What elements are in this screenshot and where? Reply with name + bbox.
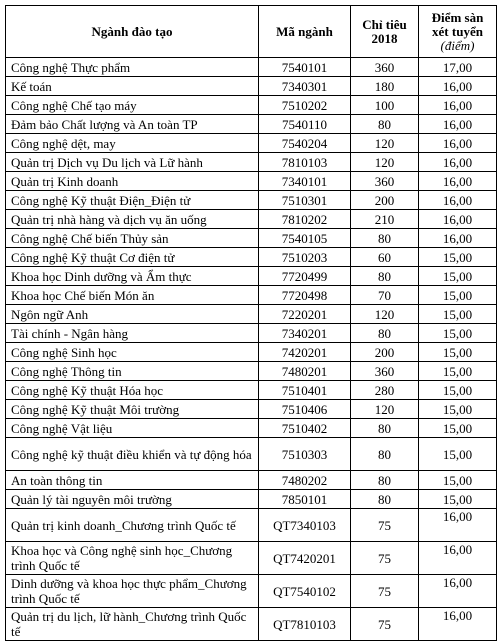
header-quota [351, 6, 419, 58]
program-quota: 120 [351, 134, 419, 153]
program-code: 7510202 [259, 96, 351, 115]
table-row [6, 471, 497, 490]
program-name: Công nghệ Chế tạo máy [6, 96, 259, 115]
program-quota: 75 [351, 509, 419, 542]
program-code: 7340301 [259, 77, 351, 96]
program-score: 15,00 [419, 305, 497, 324]
program-code: 7540101 [259, 58, 351, 77]
program-score: 16,00 [419, 96, 497, 115]
table-row [6, 324, 497, 343]
program-score: 16,00 [419, 608, 497, 641]
program-code: 7510301 [259, 191, 351, 210]
program-score: 16,00 [419, 191, 497, 210]
program-code: 7510402 [259, 419, 351, 438]
header-quota-line2: 2018 [371, 30, 398, 46]
program-quota: 60 [351, 248, 419, 267]
program-name: Quản lý tài nguyên môi trường [6, 490, 259, 509]
program-code: 7540110 [259, 115, 351, 134]
table-row [6, 542, 497, 575]
table-row [6, 172, 497, 191]
program-quota: 80 [351, 471, 419, 490]
program-code: 7510406 [259, 400, 351, 419]
table-row [6, 490, 497, 509]
program-name: Quản trị Kinh doanh [6, 172, 259, 191]
program-quota: 200 [351, 191, 419, 210]
table-row [6, 400, 497, 419]
program-quota: 70 [351, 286, 419, 305]
program-name: Quản trị du lịch, lữ hành_Chương trình Quốc tế [6, 608, 259, 641]
table-header-row [6, 6, 497, 58]
program-name: Ngôn ngữ Anh [6, 305, 259, 324]
program-name: Khoa học và Công nghệ sinh học_Chương trình Quốc tế [6, 542, 259, 575]
program-code: 7810103 [259, 153, 351, 172]
table-row [6, 96, 497, 115]
program-quota: 80 [351, 229, 419, 248]
program-score: 16,00 [419, 115, 497, 134]
header-quota-line1: Chỉ tiêu [362, 16, 407, 32]
program-quota: 75 [351, 608, 419, 641]
program-name: Quản trị nhà hàng và dịch vụ ăn uống [6, 210, 259, 229]
program-name: Quản trị Dịch vụ Du lịch và Lữ hành [6, 153, 259, 172]
table-row [6, 115, 497, 134]
program-code: 7510303 [259, 438, 351, 471]
table-row [6, 608, 497, 641]
program-name: Công nghệ Kỹ thuật Môi trường [6, 400, 259, 419]
program-score: 15,00 [419, 381, 497, 400]
program-code: 7340201 [259, 324, 351, 343]
program-score: 15,00 [419, 267, 497, 286]
program-name: Công nghệ Vật liệu [6, 419, 259, 438]
table-row [6, 134, 497, 153]
program-quota: 120 [351, 400, 419, 419]
header-program: Ngành đào tạo [6, 6, 259, 58]
program-code: 7510203 [259, 248, 351, 267]
table-row [6, 286, 497, 305]
program-name: Công nghệ Kỹ thuật Hóa học [6, 381, 259, 400]
program-quota: 120 [351, 305, 419, 324]
program-code: 7340101 [259, 172, 351, 191]
program-score: 16,00 [419, 134, 497, 153]
program-quota: 360 [351, 172, 419, 191]
program-code: QT7810103 [259, 608, 351, 641]
table-row [6, 343, 497, 362]
program-code: 7540204 [259, 134, 351, 153]
program-quota: 100 [351, 96, 419, 115]
program-quota: 80 [351, 438, 419, 471]
program-score: 15,00 [419, 419, 497, 438]
program-name: Dinh dưỡng và khoa học thực phẩm_Chương trình Quốc tế [6, 575, 259, 608]
table-row [6, 575, 497, 608]
program-name: Khoa học Chế biến Món ăn [6, 286, 259, 305]
program-name: Công nghệ Kỹ thuật Cơ điện tử [6, 248, 259, 267]
program-name: Công nghệ Thông tin [6, 362, 259, 381]
program-name: Kế toán [6, 77, 259, 96]
table-row [6, 248, 497, 267]
header-score-line2: xét tuyển [432, 23, 483, 39]
program-code: 7510401 [259, 381, 351, 400]
program-code: 7480202 [259, 471, 351, 490]
program-quota: 360 [351, 362, 419, 381]
table-row [6, 267, 497, 286]
program-score: 16,00 [419, 229, 497, 248]
program-code: 7810202 [259, 210, 351, 229]
program-code: 7540105 [259, 229, 351, 248]
program-code: 7480201 [259, 362, 351, 381]
table-row [6, 191, 497, 210]
program-name: Công nghệ Thực phẩm [6, 58, 259, 77]
program-name: Công nghệ Chế biến Thủy sản [6, 229, 259, 248]
program-score: 15,00 [419, 343, 497, 362]
table-row [6, 381, 497, 400]
program-score: 15,00 [419, 286, 497, 305]
program-score: 15,00 [419, 248, 497, 267]
program-score: 16,00 [419, 210, 497, 229]
program-score: 15,00 [419, 490, 497, 509]
program-name: An toàn thông tin [6, 471, 259, 490]
program-code: 7420201 [259, 343, 351, 362]
program-name: Khoa học Dinh dưỡng và Ẩm thực [6, 267, 259, 286]
program-code: QT7340103 [259, 509, 351, 542]
program-quota: 75 [351, 575, 419, 608]
program-quota: 120 [351, 153, 419, 172]
program-quota: 80 [351, 419, 419, 438]
program-score: 16,00 [419, 509, 497, 542]
table-row [6, 438, 497, 471]
program-score: 17,00 [419, 58, 497, 77]
header-score [419, 6, 497, 58]
header-code: Mã ngành [259, 6, 351, 58]
program-score: 16,00 [419, 172, 497, 191]
program-name: Công nghệ Kỹ thuật Điện_Điện tử [6, 191, 259, 210]
program-quota: 280 [351, 381, 419, 400]
table-row [6, 362, 497, 381]
program-score: 15,00 [419, 324, 497, 343]
header-score-line1: Điểm sàn [431, 9, 484, 25]
table-row [6, 229, 497, 248]
program-quota: 180 [351, 77, 419, 96]
program-code: 7220201 [259, 305, 351, 324]
program-quota: 80 [351, 324, 419, 343]
program-code: QT7420201 [259, 542, 351, 575]
header-score-unit: (điểm) [440, 37, 475, 53]
program-quota: 75 [351, 542, 419, 575]
program-code: 7720498 [259, 286, 351, 305]
program-name: Đảm bảo Chất lượng và An toàn TP [6, 115, 259, 134]
program-quota: 200 [351, 343, 419, 362]
table-row [6, 153, 497, 172]
table-row [6, 58, 497, 77]
program-score: 16,00 [419, 542, 497, 575]
program-name: Quản trị kinh doanh_Chương trình Quốc tế [6, 509, 259, 542]
program-code: 7850101 [259, 490, 351, 509]
program-score: 15,00 [419, 400, 497, 419]
program-quota: 80 [351, 115, 419, 134]
program-name: Công nghệ kỹ thuật điều khiển và tự động hóa [6, 438, 259, 471]
program-name: Công nghệ dệt, may [6, 134, 259, 153]
program-quota: 80 [351, 490, 419, 509]
table-row [6, 305, 497, 324]
table-row [6, 210, 497, 229]
program-score: 16,00 [419, 153, 497, 172]
table-row [6, 419, 497, 438]
program-code: QT7540102 [259, 575, 351, 608]
program-score: 16,00 [419, 77, 497, 96]
program-score: 15,00 [419, 471, 497, 490]
table-row [6, 77, 497, 96]
program-code: 7720499 [259, 267, 351, 286]
program-quota: 360 [351, 58, 419, 77]
program-name: Tài chính - Ngân hàng [6, 324, 259, 343]
program-name: Công nghệ Sinh học [6, 343, 259, 362]
program-score: 15,00 [419, 438, 497, 471]
admissions-table [5, 5, 497, 641]
program-quota: 80 [351, 267, 419, 286]
program-score: 15,00 [419, 362, 497, 381]
program-score: 16,00 [419, 575, 497, 608]
program-quota: 210 [351, 210, 419, 229]
table-row [6, 509, 497, 542]
table-body [6, 58, 497, 641]
